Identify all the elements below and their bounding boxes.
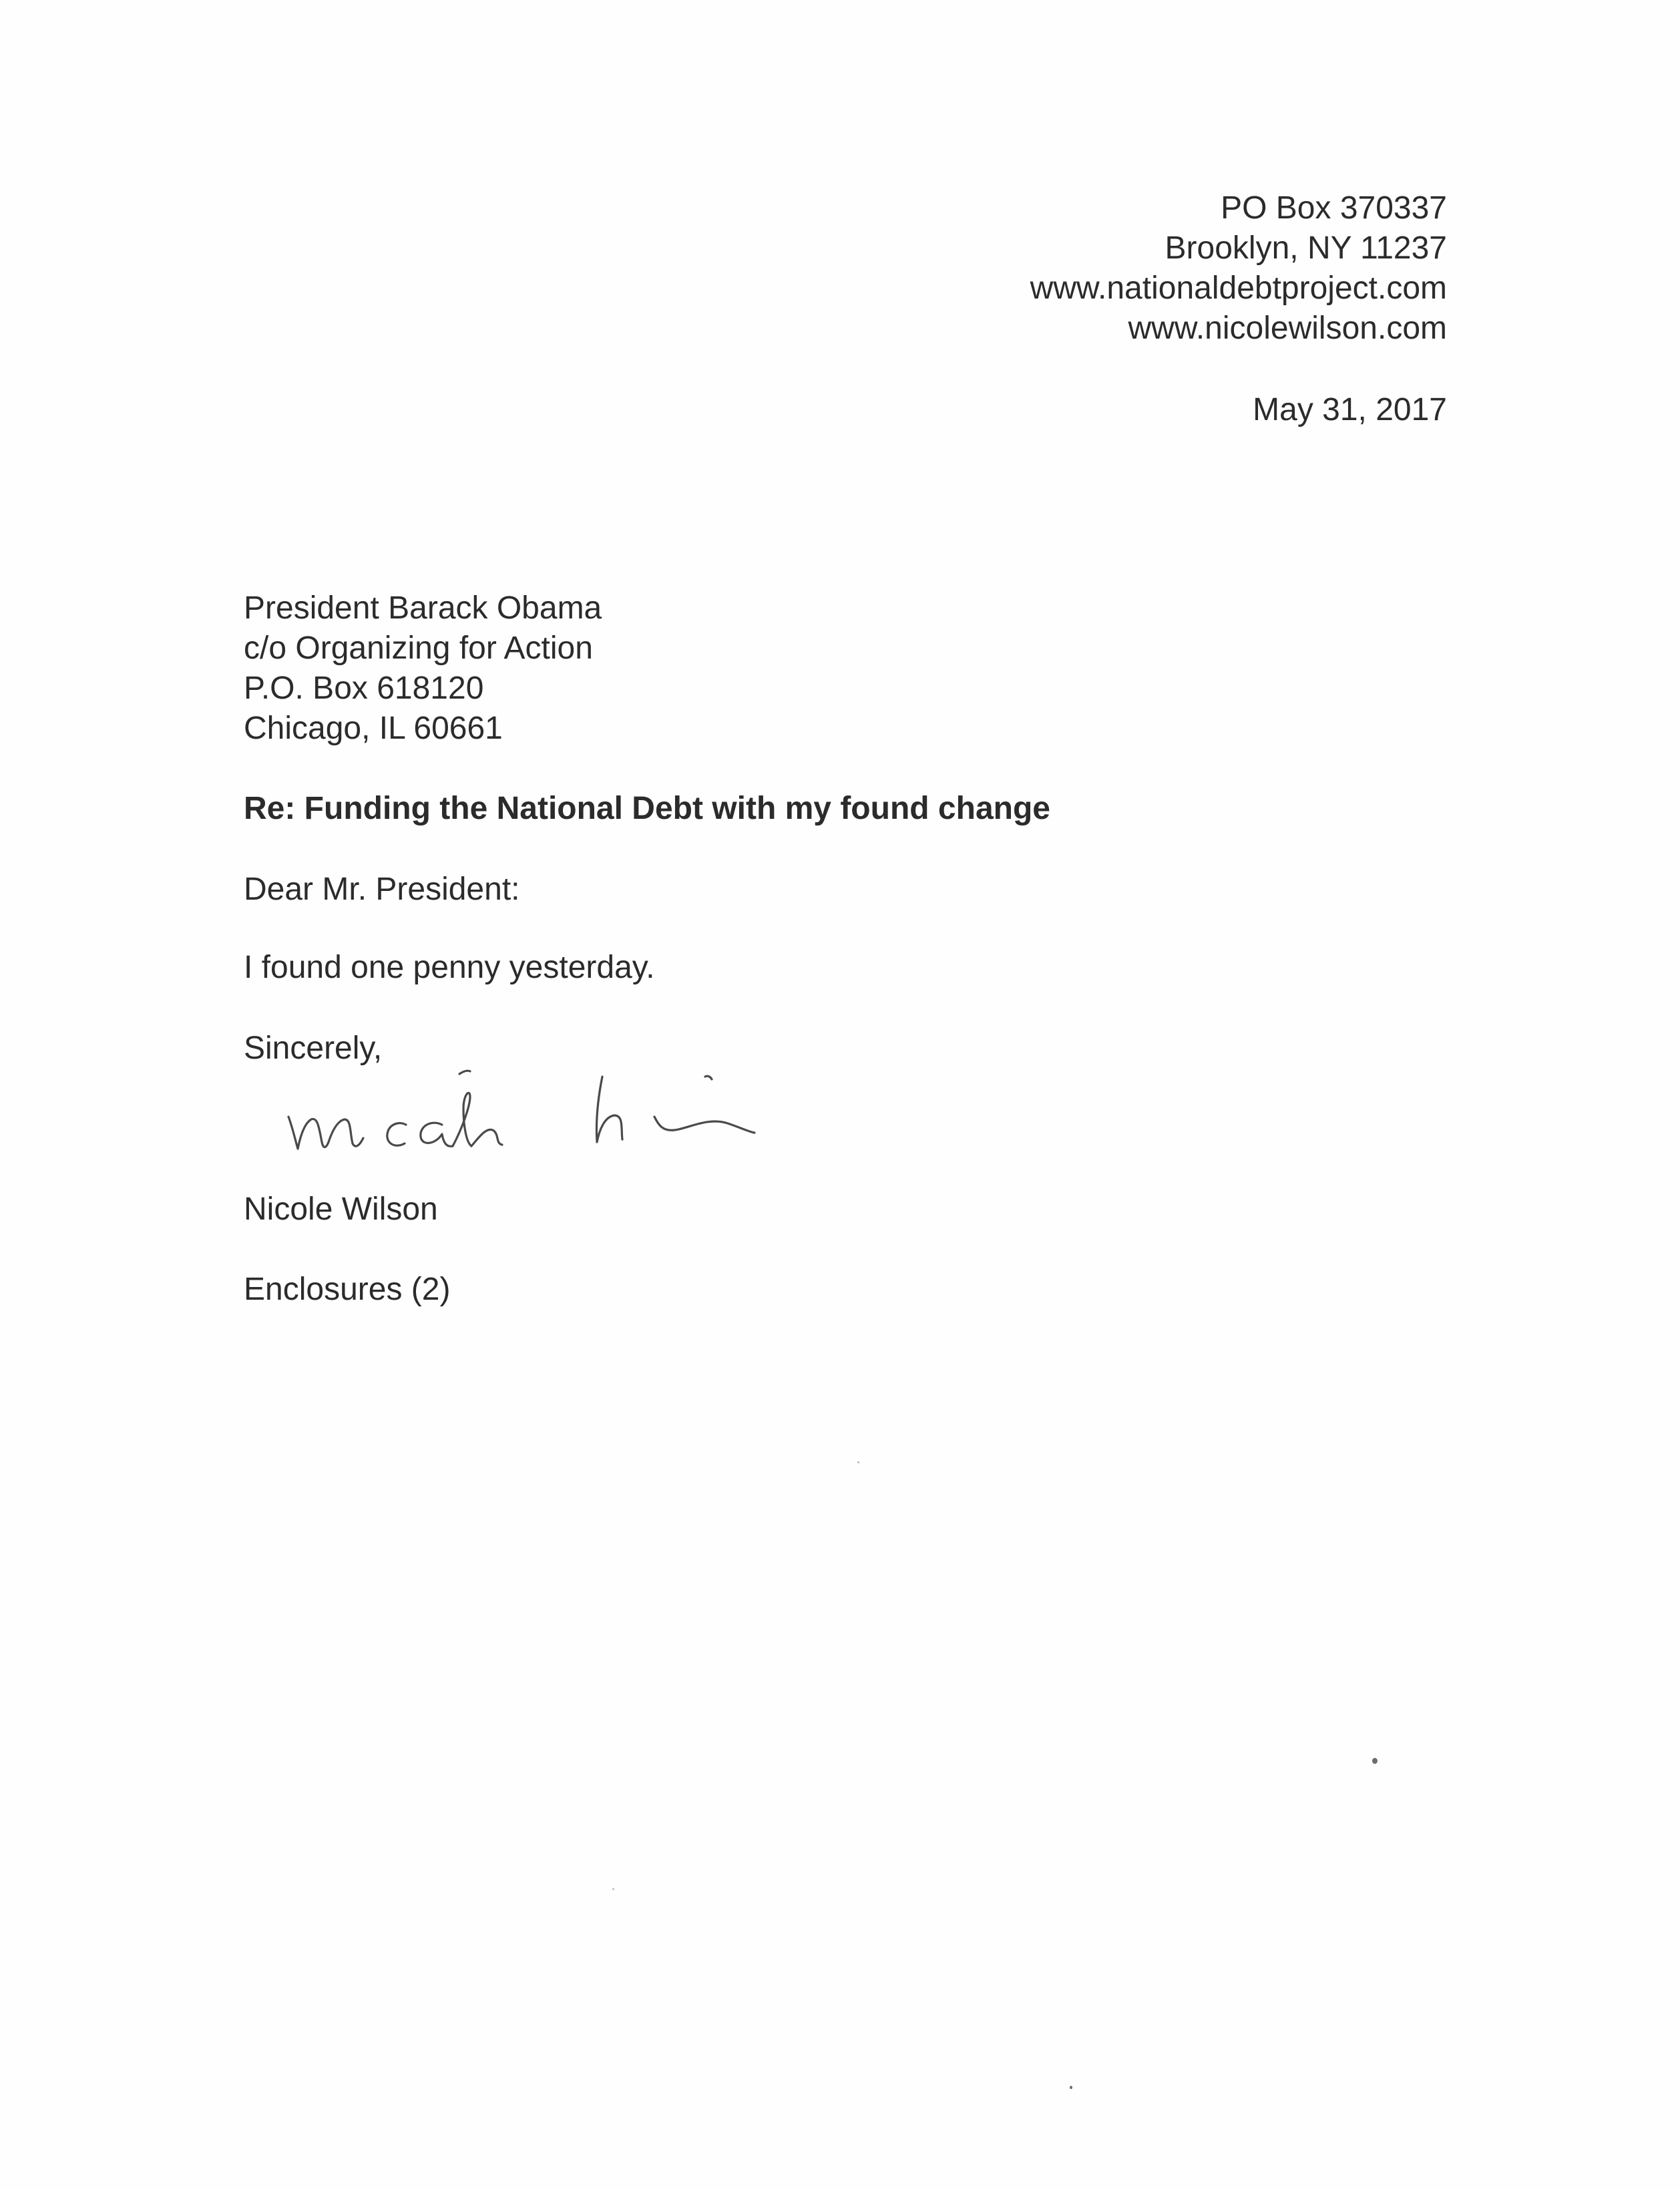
signer-name: Nicole Wilson	[244, 1192, 438, 1227]
sender-website-personal: www.nicolewilson.com	[1128, 311, 1447, 346]
letter-body: I found one penny yesterday.	[244, 950, 655, 985]
recipient-city-state-zip: Chicago, IL 60661	[244, 711, 503, 746]
recipient-po-box: P.O. Box 618120	[244, 671, 484, 706]
salutation: Dear Mr. President:	[244, 872, 520, 907]
enclosures-note: Enclosures (2)	[244, 1272, 451, 1307]
sender-po-box: PO Box 370337	[1221, 190, 1447, 226]
handwritten-signature	[280, 1042, 775, 1175]
closing: Sincerely,	[244, 1031, 383, 1066]
recipient-name: President Barack Obama	[244, 590, 602, 626]
letter-date: May 31, 2017	[1253, 392, 1447, 427]
sender-website-national-debt: www.nationaldebtproject.com	[1030, 270, 1447, 306]
sender-address-block	[1030, 188, 1447, 349]
recipient-address-block	[244, 588, 602, 749]
scan-speck	[857, 1461, 859, 1463]
recipient-care-of: c/o Organizing for Action	[244, 630, 593, 666]
scan-speck	[1372, 1758, 1378, 1764]
scan-speck	[1070, 2086, 1072, 2089]
sender-city-state-zip: Brooklyn, NY 11237	[1165, 230, 1447, 266]
subject-line: Re: Funding the National Debt with my found change	[244, 791, 1050, 826]
scan-speck	[612, 1888, 614, 1890]
